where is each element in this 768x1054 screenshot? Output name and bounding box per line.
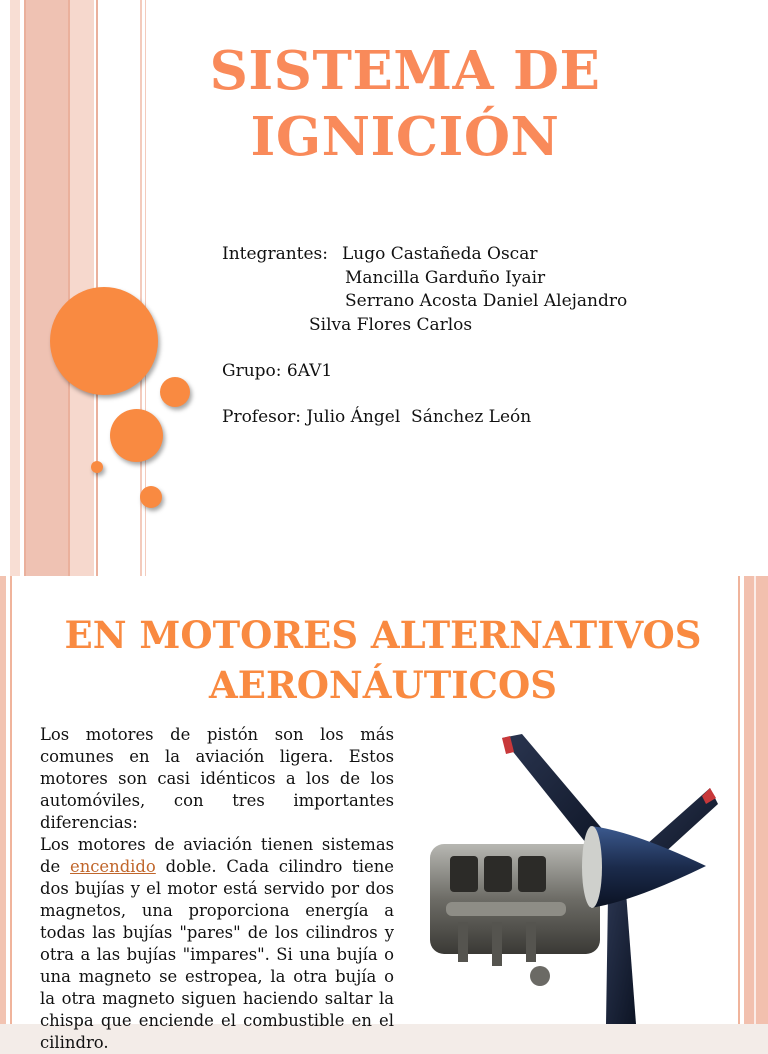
exhaust-pipe — [526, 922, 536, 962]
member-name: Mancilla Garduño Iyair — [345, 267, 546, 288]
aircraft-engine-image — [410, 726, 740, 1024]
decor-circle — [110, 409, 163, 462]
decor-stripe — [0, 576, 6, 1024]
slide-title — [160, 38, 650, 170]
title-line: EN MOTORES ALTERNATIVOS — [64, 613, 702, 657]
decor-circle — [140, 486, 162, 508]
decor-circle-small — [91, 461, 103, 473]
paragraph — [40, 834, 394, 1054]
text-run: doble. Cada cilindro tiene dos bujías y el motor está servido por dos magnetos, una proporciona energía a todas las bujías "pares" de los cilindros y otra a las bujías "impares". Si una bujía o una magneto se estropea, la otra bujía o la otra magneto siguen haciendo saltar la chispa que enciende el combustible en el cilindro. — [40, 857, 394, 1052]
slide-title — [30, 610, 736, 710]
spinner-base — [582, 826, 602, 908]
exhaust-pipe — [492, 922, 502, 966]
team-list — [222, 243, 628, 337]
decor-circle-large — [50, 287, 158, 395]
professor-text: Profesor: Julio Ángel Sánchez León — [222, 407, 532, 427]
member-name: Serrano Acosta Daniel Alejandro — [345, 291, 628, 311]
decor-circle — [160, 377, 190, 407]
decor-stripe — [26, 0, 68, 576]
decor-line — [24, 0, 26, 576]
title-line: AERONÁUTICOS — [209, 663, 557, 707]
text-run: Los motores de aviación tienen sistemas de — [40, 835, 394, 876]
manifold — [446, 902, 566, 916]
team-label: Integrantes: — [222, 244, 328, 264]
propeller-blade — [606, 892, 636, 1024]
encendido-link[interactable]: encendido — [70, 857, 156, 876]
title-line: SISTEMA DE — [209, 40, 601, 102]
decor-stripe — [744, 576, 768, 1024]
member-name: Silva Flores Carlos — [309, 314, 473, 335]
cylinder — [518, 856, 546, 892]
propeller-spinner — [590, 826, 706, 908]
cylinder — [484, 856, 512, 892]
engine-part — [530, 966, 550, 986]
decor-line — [754, 576, 756, 1024]
title-line: IGNICIÓN — [250, 106, 560, 168]
decor-line — [10, 576, 12, 1024]
decor-stripe — [10, 0, 20, 576]
member-name: Lugo Castañeda Oscar — [342, 244, 538, 264]
decor-line — [68, 0, 70, 576]
content-slide — [0, 576, 768, 1052]
exhaust-pipe — [458, 922, 468, 962]
paragraph: Los motores de pistón son los más comunes en la aviación ligera. Estos motores son casi idénticos a los de los automóviles, con tres importantes diferencias: — [40, 725, 394, 832]
group-text: Grupo: 6AV1 — [222, 361, 333, 381]
body-text — [40, 724, 394, 1054]
cylinder — [450, 856, 478, 892]
